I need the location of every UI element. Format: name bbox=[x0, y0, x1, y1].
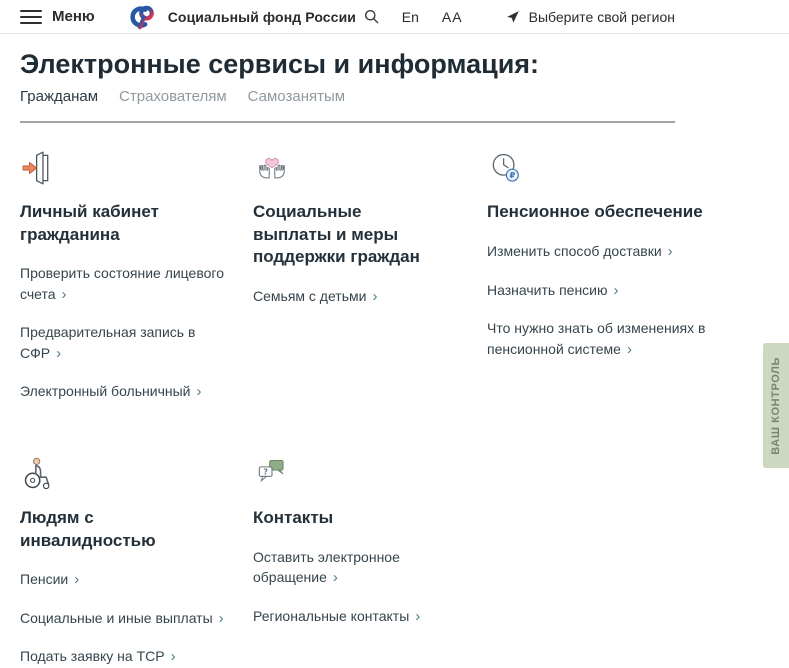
category-disability bbox=[20, 455, 253, 668]
category-link[interactable] bbox=[253, 606, 468, 628]
chevron-icon: › bbox=[415, 607, 421, 625]
chevron-icon: › bbox=[74, 570, 80, 588]
category-title[interactable]: Пенсионное обеспечение bbox=[487, 202, 703, 222]
font-size-toggle[interactable]: AA bbox=[441, 8, 463, 25]
chevron-icon: › bbox=[170, 648, 176, 666]
brand-name: Социальный фонд России bbox=[167, 8, 356, 25]
category-personal-account bbox=[20, 149, 253, 403]
page-title: Электронные сервисы и информация: bbox=[20, 49, 540, 79]
category-title[interactable]: Людям с инвалидностью bbox=[20, 508, 156, 550]
link-label: Изменить способ доставки bbox=[487, 242, 662, 259]
tab-citizens[interactable]: Гражданам bbox=[20, 88, 99, 106]
chevron-icon: › bbox=[61, 285, 67, 303]
category-social-payments bbox=[253, 149, 487, 307]
sfr-logo-icon[interactable] bbox=[129, 3, 157, 31]
category-link[interactable] bbox=[487, 318, 712, 360]
menu-button[interactable]: Меню bbox=[52, 8, 95, 25]
chevron-icon: › bbox=[667, 242, 673, 260]
chevron-icon: › bbox=[332, 568, 338, 586]
link-label: Проверить состояние лицевого счета bbox=[20, 265, 224, 302]
chevron-icon: › bbox=[196, 383, 202, 401]
region-label: Выберите свой регион bbox=[528, 8, 675, 25]
your-control-feedback-tab[interactable] bbox=[763, 343, 789, 468]
category-link[interactable] bbox=[20, 569, 235, 591]
link-label: Семьям с детьми bbox=[253, 287, 367, 304]
location-arrow-icon bbox=[505, 9, 520, 24]
category-pension bbox=[487, 149, 706, 360]
link-label: Предварительная запись в СФР bbox=[20, 324, 196, 361]
link-label: Региональные контакты bbox=[253, 607, 410, 624]
category-title[interactable]: Личный кабинет гражданина bbox=[20, 202, 159, 244]
link-label: Электронный больничный bbox=[20, 383, 191, 400]
main-content bbox=[20, 48, 706, 668]
category-link[interactable] bbox=[487, 280, 712, 302]
link-label: Оставить электронное обращение bbox=[253, 548, 400, 585]
clock-ruble-icon bbox=[487, 149, 675, 187]
language-toggle[interactable]: En bbox=[401, 8, 419, 25]
category-link[interactable] bbox=[20, 263, 235, 305]
category-title[interactable]: Социальные выплаты и меры поддержки граждан bbox=[253, 202, 420, 267]
svg-text:?: ? bbox=[263, 467, 268, 477]
hands-heart-icon bbox=[253, 149, 487, 187]
chevron-icon: › bbox=[218, 609, 224, 627]
category-link[interactable] bbox=[20, 608, 235, 630]
category-contacts bbox=[253, 455, 487, 627]
link-label: Социальные и иные выплаты bbox=[20, 609, 213, 626]
category-link[interactable] bbox=[487, 241, 712, 263]
region-selector[interactable] bbox=[505, 9, 675, 25]
link-label: Назначить пенсию bbox=[487, 281, 608, 298]
top-bar bbox=[0, 0, 789, 34]
link-label: Подать заявку на ТСР bbox=[20, 648, 165, 665]
chevron-icon: › bbox=[56, 344, 62, 362]
wheelchair-icon bbox=[20, 455, 253, 493]
your-control-label: ВАШ КОНТРОЛЬ bbox=[770, 356, 782, 455]
search-icon[interactable] bbox=[364, 9, 379, 24]
link-label: Пенсии bbox=[20, 570, 69, 587]
category-link[interactable] bbox=[20, 646, 235, 668]
category-link[interactable] bbox=[253, 547, 468, 589]
category-title[interactable]: Контакты bbox=[253, 508, 334, 528]
chevron-icon: › bbox=[613, 281, 619, 299]
chevron-icon: › bbox=[626, 340, 632, 358]
tab-self-employed[interactable]: Самозанятым bbox=[247, 88, 346, 106]
hamburger-menu-icon[interactable] bbox=[20, 8, 42, 26]
chevron-icon: › bbox=[372, 287, 378, 305]
services-grid bbox=[20, 149, 706, 668]
audience-tabs bbox=[20, 88, 675, 105]
door-login-icon bbox=[20, 149, 253, 187]
chat-bubbles-icon bbox=[253, 455, 487, 493]
header-actions bbox=[364, 9, 675, 25]
section-divider bbox=[20, 121, 675, 123]
category-link[interactable] bbox=[20, 381, 235, 403]
tab-insurers[interactable]: Страхователям bbox=[119, 88, 227, 106]
link-label: Что нужно знать об изменениях в пенсионной системе bbox=[487, 320, 706, 357]
category-link[interactable] bbox=[253, 286, 468, 308]
svg-text:₽: ₽ bbox=[509, 170, 516, 181]
category-link[interactable] bbox=[20, 322, 235, 364]
